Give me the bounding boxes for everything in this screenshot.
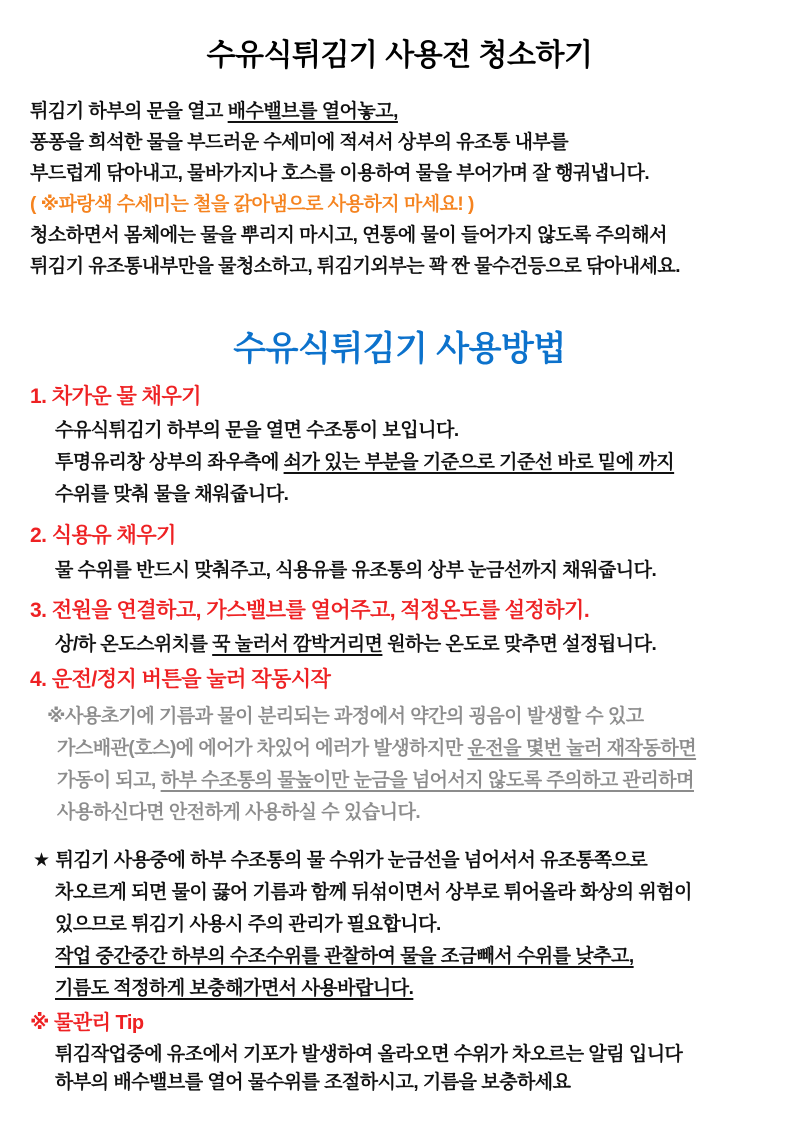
step3-line-1 (55, 629, 769, 661)
gray-note-line-3-underlined: 하부 수조통의 물높이만 눈금을 넘어서지 않도록 주의하고 관리하며 (160, 770, 694, 791)
step3-body (55, 629, 769, 661)
step1-line-2 (55, 447, 769, 479)
step1-line-2-text: 투명유리창 상부의 좌우측에 (55, 452, 284, 473)
step3-line-1-text: 상/하 온도스위치를 (55, 634, 213, 655)
step1-heading: 1. 차가운 물 채우기 (30, 385, 202, 408)
warning-line-1-text: 튀김기 사용중에 하부 수조통의 물 수위가 눈금선을 넘어서서 유조통쪽으로 (55, 850, 648, 871)
step1-line-3: 수위를 맞춰 물을 채워줍니다. (55, 484, 289, 505)
warning-line-2: 차오르게 되면 물이 끓어 기름과 함께 뒤섞이면서 상부로 튀어올라 화상의 위험이 (55, 882, 692, 903)
cleaning-line-5: 청소하면서 몸체에는 물을 뿌리지 마시고, 연통에 물이 들어가지 않도록 주의해서 (30, 225, 667, 246)
step2-heading: 2. 식용유 채우기 (30, 524, 176, 547)
step1-line-2-underlined: 쇠가 있는 부분을 기준으로 기준선 바로 밑에 까지 (283, 452, 675, 473)
warning-line-3: 있으므로 튀김기 사용시 주의 관리가 필요합니다. (55, 914, 441, 935)
tip-line-1: 튀김작업중에 유조에서 기포가 발생하여 올라오면 수위가 차오르는 알림 입니다 (55, 1044, 683, 1065)
gray-note-line-1: ※사용초기에 기름과 물이 분리되는 과정에서 약간의 굉음이 발생할 수 있고 (47, 706, 644, 727)
step3-line-1-underlined: 꾹 눌러서 깜박거리면 (212, 634, 383, 655)
cleaning-title: 수유식튀김기 사용전 청소하기 (206, 39, 593, 72)
gray-note-line-3 (47, 765, 769, 797)
cleaning-line-1-text: 튀김기 하부의 문을 열고 (30, 101, 228, 122)
cleaning-line-1 (30, 96, 769, 127)
step4-heading: 4. 운전/정지 버튼을 눌러 작동시작 (30, 668, 331, 691)
step4-gray-note (47, 701, 769, 829)
gray-note-line-3-text: 가동이 되고, (57, 770, 161, 791)
gray-note-line-2-text: 가스배관(호스)에 에어가 차있어 에러가 발생하지만 (57, 738, 468, 759)
warning-section (33, 845, 769, 1005)
warning-line-4-underlined: 작업 중간중간 하부의 수조수위를 관찰하여 물을 조금빼서 수위를 낮추고, (55, 946, 634, 967)
cleaning-section (30, 96, 769, 282)
tip-line-2: 하부의 배수밸브를 열어 물수위를 조절하시고, 기름을 보충하세요 (55, 1072, 571, 1093)
step2-line-1: 물 수위를 반드시 맞춰주고, 식용유를 유조통의 상부 눈금선까지 채워줍니다. (55, 560, 657, 581)
gray-note-line-4: 사용하신다면 안전하게 사용하실 수 있습니다. (57, 802, 421, 823)
warning-line-1 (33, 845, 769, 877)
tip-heading: ※ 물관리 Tip (30, 1012, 144, 1034)
tip-body (55, 1041, 769, 1097)
step1-line-1: 수유식튀김기 하부의 문을 열면 수조통이 보입니다. (55, 420, 459, 441)
cleaning-line-6: 튀김기 유조통내부만을 물청소하고, 튀김기외부는 꽉 짠 물수건등으로 닦아내세요. (30, 256, 681, 277)
cleaning-caution-line: ( ※파랑색 수세미는 철을 갉아냄으로 사용하지 마세요! ) (30, 194, 474, 215)
star-icon: ★ (33, 850, 50, 871)
step3-heading: 3. 전원을 연결하고, 가스밸브를 열어주고, 적정온도를 설정하기. (30, 599, 590, 622)
step1-body (55, 415, 769, 511)
cleaning-line-2: 퐁퐁을 희석한 물을 부드러운 수세미에 적셔서 상부의 유조통 내부를 (30, 132, 569, 153)
usage-title: 수유식튀김기 사용방법 (233, 330, 566, 368)
gray-note-line-2-underlined: 운전을 몇번 눌러 재작동하면 (467, 738, 697, 759)
step3-line-1-text-after: 원하는 온도로 맞추면 설정됩니다. (382, 634, 657, 655)
cleaning-line-3: 부드럽게 닦아내고, 물바가지나 호스를 이용하여 물을 부어가며 잘 행궈냅니다. (30, 163, 650, 184)
usage-section (30, 384, 769, 829)
step2-body (55, 555, 769, 587)
cleaning-line-1-underlined: 배수밸브를 열어놓고, (227, 101, 398, 122)
warning-line-5-underlined: 기름도 적정하게 보충해가면서 사용바랍니다. (55, 978, 414, 999)
gray-note-line-2 (47, 733, 769, 765)
